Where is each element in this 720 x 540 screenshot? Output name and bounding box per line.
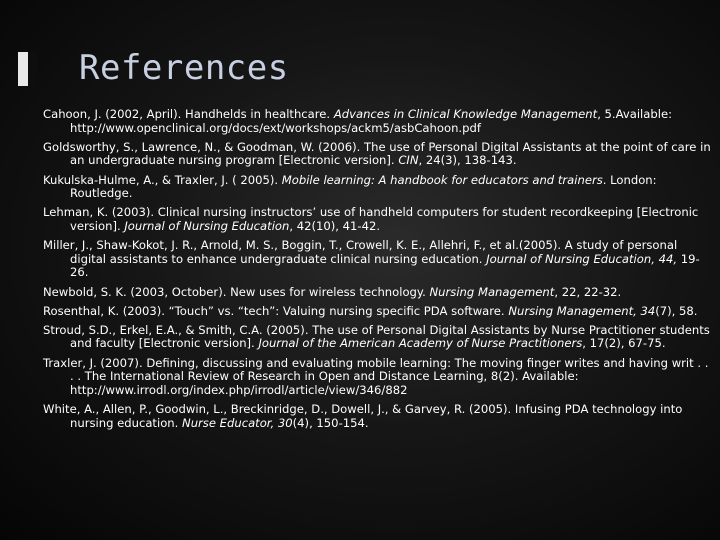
reference-entry xyxy=(43,206,713,233)
reference-entry xyxy=(43,174,713,201)
reference-segment: , 17(2), 67-75. xyxy=(582,336,666,351)
reference-segment: , 42(10), 41-42. xyxy=(289,218,381,233)
reference-segment: (7), 58. xyxy=(655,303,698,318)
reference-italic-segment: Journal of Nursing Education xyxy=(124,218,290,233)
accent-bar-shadow xyxy=(30,52,37,86)
reference-segment: Traxler, J. (2007). Defining, discussing and evaluating mobile learning: The moving finger writes and having writ . . . . The International Review of Research in Open and Distance Learning, 8(2). Available: http://www.irrodl.org/index.php/irrodl/article/view/346/882 xyxy=(43,355,709,397)
reference-entry xyxy=(43,108,713,135)
reference-segment: , 22, 22-32. xyxy=(554,284,622,299)
reference-entry xyxy=(43,286,713,300)
reference-italic-segment: Journal of the American Academy of Nurse Practitioners xyxy=(258,336,583,351)
reference-entry xyxy=(43,141,713,168)
reference-segment: Kukulska-Hulme, A., & Traxler, J. ( 2005). xyxy=(43,172,282,187)
reference-segment: , 5.Available: http://www.openclinical.org/docs/ext/workshops/ackm5/asbCahoon.pdf xyxy=(70,107,673,135)
reference-segment: , 24(3), 138-143. xyxy=(418,153,517,168)
reference-segment: Miller, J., Shaw-Kokot, J. R., Arnold, M. S., Boggin, T., Crowell, K. E., Allehri, F., et al.(2005). A study of personal digital assistants to enhance undergraduate clinical nursing education. xyxy=(43,238,678,266)
reference-entry xyxy=(43,403,713,430)
reference-segment: Cahoon, J. (2002, April). Handhelds in healthcare. xyxy=(43,107,334,121)
reference-italic-segment: Nursing Management, 34 xyxy=(508,303,656,318)
reference-italic-segment: Journal of Nursing Education, 44, xyxy=(486,251,678,266)
accent-bar xyxy=(18,52,28,86)
reference-segment: Rosenthal, K. (2003). “Touch” vs. “tech”: Valuing nursing specific PDA software. xyxy=(43,303,509,318)
reference-segment: White, A., Allen, P., Goodwin, L., Breckinridge, D., Dowell, J., & Garvey, R. (2005). Infusing PDA technology into nursing education. xyxy=(43,402,683,430)
reference-entry xyxy=(43,305,713,319)
reference-italic-segment: Nurse Educator, 30 xyxy=(182,415,293,430)
reference-segment: Goldsworthy, S., Lawrence, N., & Goodman, W. (2006). The use of Personal Digital Assistants at the point of care in an undergraduate nursing program [Electronic version]. xyxy=(43,139,711,168)
reference-segment: Stroud, S.D., Erkel, E.A., & Smith, C.A. (2005). The use of Personal Digital Assistants by Nurse Practitioner students and faculty [Electronic version]. xyxy=(43,322,710,351)
slide-title: References xyxy=(79,48,289,88)
reference-italic-segment: Advances in Clinical Knowledge Management xyxy=(333,107,598,121)
reference-italic-segment: Nursing Management xyxy=(429,284,555,299)
reference-entry xyxy=(43,357,713,398)
reference-italic-segment: CIN xyxy=(398,153,419,168)
reference-segment: (4), 150-154. xyxy=(292,415,369,430)
reference-segment: 19-26. xyxy=(70,251,700,280)
reference-segment: . London: Routledge. xyxy=(70,172,657,201)
reference-segment: Lehman, K. (2003). Clinical nursing instructors’ use of handheld computers for student recordkeeping [Electronic version]. xyxy=(43,205,699,233)
reference-entry xyxy=(43,239,713,280)
reference-entry xyxy=(43,324,713,351)
reference-italic-segment: Mobile learning: A handbook for educators and trainers xyxy=(281,172,603,187)
reference-list xyxy=(43,108,713,430)
reference-segment: Newbold, S. K. (2003, October). New uses for wireless technology. xyxy=(43,284,430,299)
